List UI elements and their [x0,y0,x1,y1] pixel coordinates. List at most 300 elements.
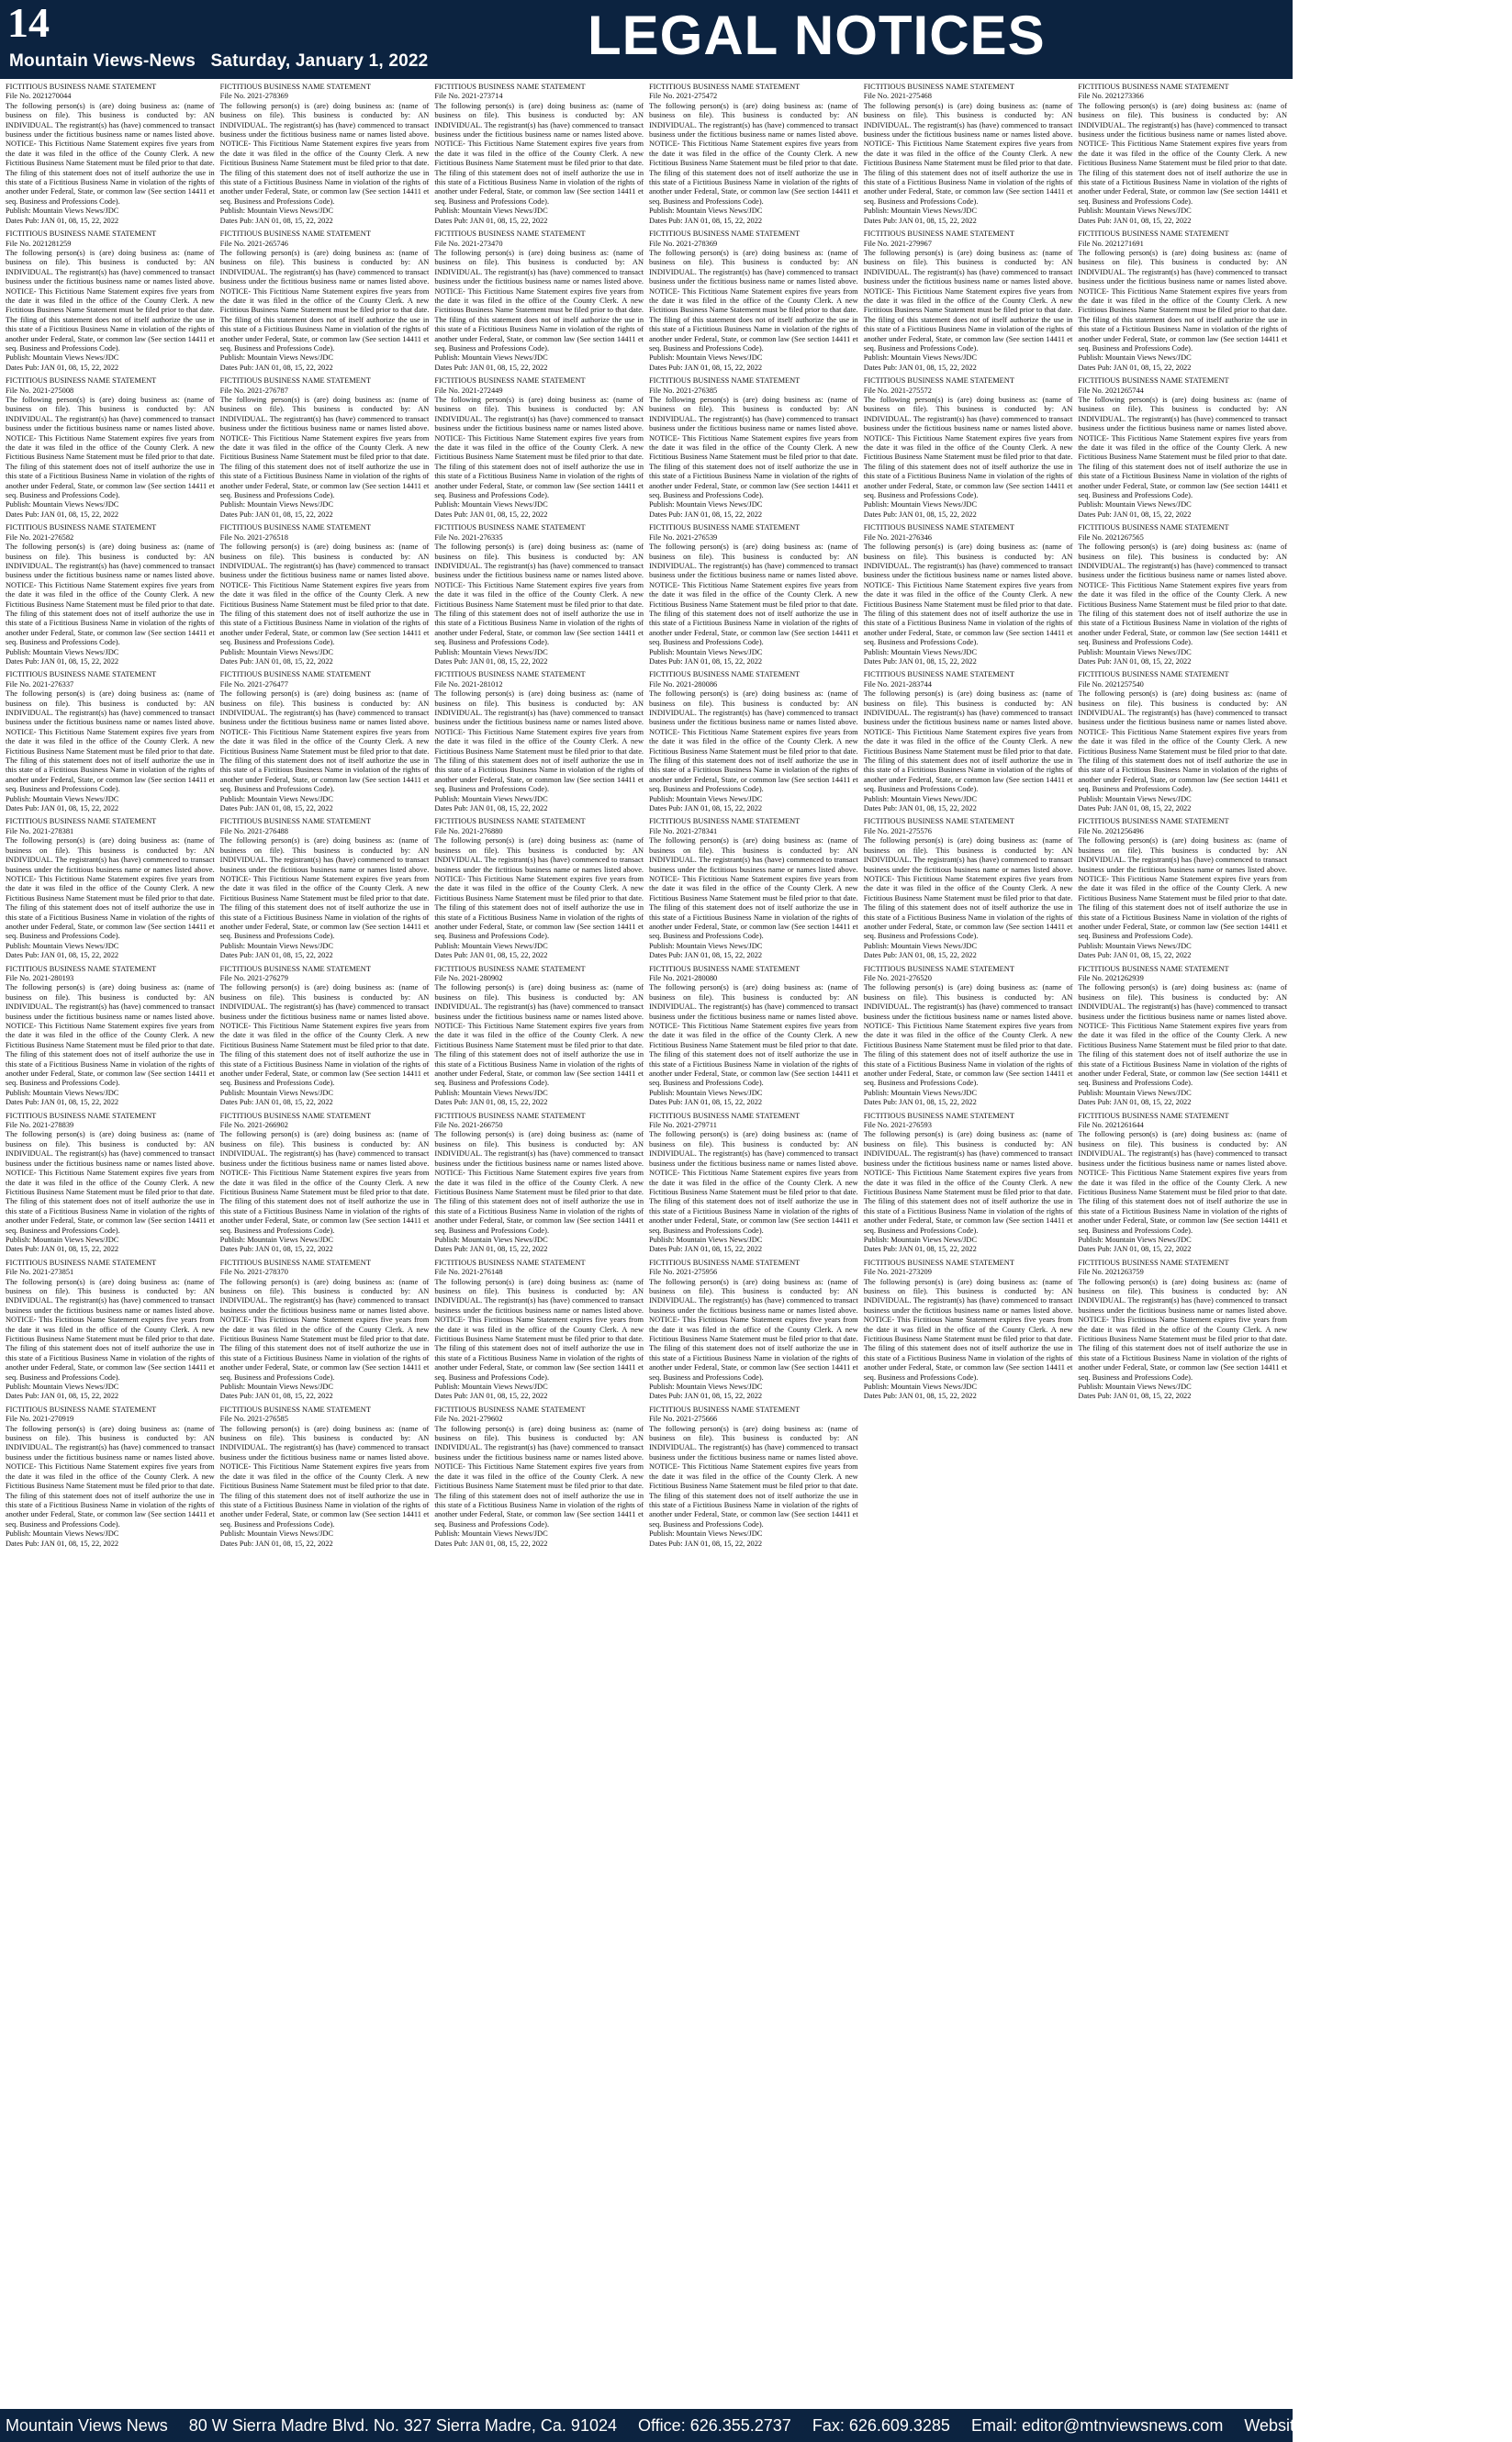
legal-notice [1078,523,1287,667]
notice-title: FICTITIOUS BUSINESS NAME STATEMENT [219,376,371,386]
notice-title: FICTITIOUS BUSINESS NAME STATEMENT [1078,523,1229,532]
notice-body: The following person(s) is (are) doing business as: (name of business on file). This business is conducted by: AN INDIVIDUAL. The registrant(s) has (have) commenced to transact business under the fictitious business name or names listed above. NOTICE- This Fictitious Name Statement expires five years from the date it was filed in the office of the County Clerk. A new Fictitious Business Name Statement must be filed prior to that date. The filing of this statement does not of itself authorize the use in this state of a Fictitious Business Name in violation of the rights of another under Federal, State, or common law (See section 14411 et seq. Business and Professions Code). [1078,1277,1288,1382]
notice-body: The following person(s) is (are) doing business as: (name of business on file). This business is conducted by: AN INDIVIDUAL. The registrant(s) has (have) commenced to transact business under the fictitious business name or names listed above. NOTICE- This Fictitious Name Statement expires five years from the date it was filed in the office of the County Clerk. A new Fictitious Business Name Statement must be filed prior to that date. The filing of this statement does not of itself authorize the use in this state of a Fictitious Business Name in violation of the rights of another under Federal, State, or common law (See section 14411 et seq. Business and Professions Code). [219,248,430,353]
notice-file-number: File No. 2021256496 [1078,826,1144,835]
publication-line [9,51,428,72]
notice-title: FICTITIOUS BUSINESS NAME STATEMENT [649,670,801,679]
notice-body: The following person(s) is (are) doing business as: (name of business on file). This business is conducted by: AN INDIVIDUAL. The registrant(s) has (have) commenced to transact business under the fictitious business name or names listed above. NOTICE- This Fictitious Name Statement expires five years from the date it was filed in the office of the County Clerk. A new Fictitious Business Name Statement must be filed prior to that date. The filing of this statement does not of itself authorize the use in this state of a Fictitious Business Name in violation of the rights of another under Federal, State, or common law (See section 14411 et seq. Business and Professions Code). [434,1277,644,1382]
legal-notice [6,230,215,373]
legal-notice [434,523,644,667]
notice-body: The following person(s) is (are) doing business as: (name of business on file). This business is conducted by: AN INDIVIDUAL. The registrant(s) has (have) commenced to transact business under the fictitious business name or names listed above. NOTICE- This Fictitious Name Statement expires five years from the date it was filed in the office of the County Clerk. A new Fictitious Business Name Statement must be filed prior to that date. The filing of this statement does not of itself authorize the use in this state of a Fictitious Business Name in violation of the rights of another under Federal, State, or common law (See section 14411 et seq. Business and Professions Code). [1078,983,1288,1088]
notice-file-number: File No. 2021-276880 [434,826,503,835]
notice-publish: Publish: Mountain Views News/JDC [219,1088,334,1097]
notice-body: The following person(s) is (are) doing business as: (name of business on file). This business is conducted by: AN INDIVIDUAL. The registrant(s) has (have) commenced to transact business under the fictitious business name or names listed above. NOTICE- This Fictitious Name Statement expires five years from the date it was filed in the office of the County Clerk. A new Fictitious Business Name Statement must be filed prior to that date. The filing of this statement does not of itself authorize the use in this state of a Fictitious Business Name in violation of the rights of another under Federal, State, or common law (See section 14411 et seq. Business and Professions Code). [434,543,644,647]
notice-file-number: File No. 2021-278370 [219,1268,288,1277]
notice-file-number: File No. 2021-280902 [434,973,503,982]
notice-dates: Dates Pub: JAN 01, 08, 15, 22, 2022 [1078,363,1192,372]
notice-dates: Dates Pub: JAN 01, 08, 15, 22, 2022 [434,1098,548,1107]
notice-file-number: File No. 2021-276582 [6,532,74,542]
notice-body: The following person(s) is (are) doing business as: (name of business on file). This business is conducted by: AN INDIVIDUAL. The registrant(s) has (have) commenced to transact business under the fictitious business name or names listed above. NOTICE- This Fictitious Name Statement expires five years from the date it was filed in the office of the County Clerk. A new Fictitious Business Name Statement must be filed prior to that date. The filing of this statement does not of itself authorize the use in this state of a Fictitious Business Name in violation of the rights of another under Federal, State, or common law (See section 14411 et seq. Business and Professions Code). [434,689,644,794]
notice-title: FICTITIOUS BUSINESS NAME STATEMENT [219,230,371,239]
notice-title: FICTITIOUS BUSINESS NAME STATEMENT [6,83,157,91]
legal-notice [6,1112,215,1255]
notice-dates: Dates Pub: JAN 01, 08, 15, 22, 2022 [649,1098,763,1107]
notice-publish: Publish: Mountain Views News/JDC [649,1088,763,1097]
notice-file-number: File No. 2021-272449 [434,386,503,395]
notice-title: FICTITIOUS BUSINESS NAME STATEMENT [649,523,801,532]
notice-publish: Publish: Mountain Views News/JDC [434,1529,548,1539]
notice-body: The following person(s) is (are) doing business as: (name of business on file). This business is conducted by: AN INDIVIDUAL. The registrant(s) has (have) commenced to transact business under the fictitious business name or names listed above. NOTICE- This Fictitious Name Statement expires five years from the date it was filed in the office of the County Clerk. A new Fictitious Business Name Statement must be filed prior to that date. The filing of this statement does not of itself authorize the use in this state of a Fictitious Business Name in violation of the rights of another under Federal, State, or common law (See section 14411 et seq. Business and Professions Code). [1078,543,1288,647]
legal-notice [1078,670,1287,813]
notice-publish: Publish: Mountain Views News/JDC [649,500,763,510]
legal-notice [220,376,430,520]
notice-publish: Publish: Mountain Views News/JDC [649,1529,763,1539]
notice-dates: Dates Pub: JAN 01, 08, 15, 22, 2022 [6,1245,119,1254]
notice-dates: Dates Pub: JAN 01, 08, 15, 22, 2022 [434,363,548,372]
notice-dates: Dates Pub: JAN 01, 08, 15, 22, 2022 [1078,1098,1192,1107]
notice-title: FICTITIOUS BUSINESS NAME STATEMENT [863,964,1014,973]
legal-notice [1078,230,1287,373]
notice-file-number: File No. 2021265744 [1078,386,1144,395]
notice-publish: Publish: Mountain Views News/JDC [1078,1383,1192,1392]
legal-notice [220,965,430,1108]
notice-column-4 [649,83,858,2403]
notice-title: FICTITIOUS BUSINESS NAME STATEMENT [1078,1111,1229,1120]
notice-publish: Publish: Mountain Views News/JDC [6,1529,119,1539]
notice-title: FICTITIOUS BUSINESS NAME STATEMENT [863,1111,1014,1120]
notice-body: The following person(s) is (are) doing business as: (name of business on file). This business is conducted by: AN INDIVIDUAL. The registrant(s) has (have) commenced to transact business under the fictitious business name or names listed above. NOTICE- This Fictitious Name Statement expires five years from the date it was filed in the office of the County Clerk. A new Fictitious Business Name Statement must be filed prior to that date. The filing of this statement does not of itself authorize the use in this state of a Fictitious Business Name in violation of the rights of another under Federal, State, or common law (See section 14411 et seq. Business and Professions Code). [434,101,644,206]
notice-publish: Publish: Mountain Views News/JDC [649,1383,763,1392]
notice-file-number: File No. 2021-273851 [6,1268,74,1277]
legal-notice [220,670,430,813]
notice-file-number: File No. 2021-280193 [6,973,74,982]
notice-title: FICTITIOUS BUSINESS NAME STATEMENT [1078,1258,1229,1267]
notice-title: FICTITIOUS BUSINESS NAME STATEMENT [649,83,801,91]
notice-publish: Publish: Mountain Views News/JDC [863,1383,978,1392]
footer-fax: Fax: 626.609.3285 [812,2416,950,2435]
legal-notice [6,670,215,813]
notice-body: The following person(s) is (are) doing business as: (name of business on file). This business is conducted by: AN INDIVIDUAL. The registrant(s) has (have) commenced to transact business under the fictitious business name or names listed above. NOTICE- This Fictitious Name Statement expires five years from the date it was filed in the office of the County Clerk. A new Fictitious Business Name Statement must be filed prior to that date. The filing of this statement does not of itself authorize the use in this state of a Fictitious Business Name in violation of the rights of another under Federal, State, or common law (See section 14411 et seq. Business and Professions Code). [219,1277,430,1382]
page-number: 14 [7,0,50,46]
notice-publish: Publish: Mountain Views News/JDC [6,1235,119,1244]
notice-publish: Publish: Mountain Views News/JDC [863,353,978,363]
notice-publish: Publish: Mountain Views News/JDC [219,500,334,510]
notice-title: FICTITIOUS BUSINESS NAME STATEMENT [6,817,157,826]
notice-title: FICTITIOUS BUSINESS NAME STATEMENT [219,1405,371,1414]
legal-notice [220,83,430,226]
legal-notice [864,670,1073,813]
notice-dates: Dates Pub: JAN 01, 08, 15, 22, 2022 [434,1539,548,1548]
notice-title: FICTITIOUS BUSINESS NAME STATEMENT [1078,83,1229,91]
notice-body: The following person(s) is (are) doing business as: (name of business on file). This business is conducted by: AN INDIVIDUAL. The registrant(s) has (have) commenced to transact business under the fictitious business name or names listed above. NOTICE- This Fictitious Name Statement expires five years from the date it was filed in the office of the County Clerk. A new Fictitious Business Name Statement must be filed prior to that date. The filing of this statement does not of itself authorize the use in this state of a Fictitious Business Name in violation of the rights of another under Federal, State, or common law (See section 14411 et seq. Business and Professions Code). [6,1424,215,1529]
legal-notice [6,965,215,1108]
legal-notice [649,83,858,226]
notice-dates: Dates Pub: JAN 01, 08, 15, 22, 2022 [219,656,333,666]
notice-publish: Publish: Mountain Views News/JDC [863,500,978,510]
notice-title: FICTITIOUS BUSINESS NAME STATEMENT [863,83,1014,91]
notice-body: The following person(s) is (are) doing business as: (name of business on file). This business is conducted by: AN INDIVIDUAL. The registrant(s) has (have) commenced to transact business under the fictitious business name or names listed above. NOTICE- This Fictitious Name Statement expires five years from the date it was filed in the office of the County Clerk. A new Fictitious Business Name Statement must be filed prior to that date. The filing of this statement does not of itself authorize the use in this state of a Fictitious Business Name in violation of the rights of another under Federal, State, or common law (See section 14411 et seq. Business and Professions Code). [6,543,215,647]
legal-notice [434,230,644,373]
notice-file-number: File No. 2021-276335 [434,532,503,542]
notice-dates: Dates Pub: JAN 01, 08, 15, 22, 2022 [863,510,977,519]
notice-dates: Dates Pub: JAN 01, 08, 15, 22, 2022 [6,1539,119,1548]
notice-body: The following person(s) is (are) doing business as: (name of business on file). This business is conducted by: AN INDIVIDUAL. The registrant(s) has (have) commenced to transact business under the fictitious business name or names listed above. NOTICE- This Fictitious Name Statement expires five years from the date it was filed in the office of the County Clerk. A new Fictitious Business Name Statement must be filed prior to that date. The filing of this statement does not of itself authorize the use in this state of a Fictitious Business Name in violation of the rights of another under Federal, State, or common law (See section 14411 et seq. Business and Professions Code). [434,248,644,353]
notice-file-number: File No. 2021-273470 [434,239,503,248]
notice-dates: Dates Pub: JAN 01, 08, 15, 22, 2022 [219,363,333,372]
notice-file-number: File No. 2021-273209 [863,1268,932,1277]
legal-notice [864,523,1073,667]
notice-title: FICTITIOUS BUSINESS NAME STATEMENT [434,1405,586,1414]
legal-notice [864,376,1073,520]
notice-body: The following person(s) is (are) doing business as: (name of business on file). This business is conducted by: AN INDIVIDUAL. The registrant(s) has (have) commenced to transact business under the fictitious business name or names listed above. NOTICE- This Fictitious Name Statement expires five years from the date it was filed in the office of the County Clerk. A new Fictitious Business Name Statement must be filed prior to that date. The filing of this statement does not of itself authorize the use in this state of a Fictitious Business Name in violation of the rights of another under Federal, State, or common law (See section 14411 et seq. Business and Professions Code). [649,543,858,647]
notice-body: The following person(s) is (are) doing business as: (name of business on file). This business is conducted by: AN INDIVIDUAL. The registrant(s) has (have) commenced to transact business under the fictitious business name or names listed above. NOTICE- This Fictitious Name Statement expires five years from the date it was filed in the office of the County Clerk. A new Fictitious Business Name Statement must be filed prior to that date. The filing of this statement does not of itself authorize the use in this state of a Fictitious Business Name in violation of the rights of another under Federal, State, or common law (See section 14411 et seq. Business and Professions Code). [6,836,215,941]
legal-notice [1078,376,1287,520]
notice-dates: Dates Pub: JAN 01, 08, 15, 22, 2022 [219,1392,333,1401]
legal-notice [220,1259,430,1402]
notice-dates: Dates Pub: JAN 01, 08, 15, 22, 2022 [219,804,333,813]
notice-file-number: File No. 2021267565 [1078,532,1144,542]
notice-body: The following person(s) is (are) doing business as: (name of business on file). This business is conducted by: AN INDIVIDUAL. The registrant(s) has (have) commenced to transact business under the fictitious business name or names listed above. NOTICE- This Fictitious Name Statement expires five years from the date it was filed in the office of the County Clerk. A new Fictitious Business Name Statement must be filed prior to that date. The filing of this statement does not of itself authorize the use in this state of a Fictitious Business Name in violation of the rights of another under Federal, State, or common law (See section 14411 et seq. Business and Professions Code). [6,101,215,206]
notice-title: FICTITIOUS BUSINESS NAME STATEMENT [6,1258,157,1267]
notice-title: FICTITIOUS BUSINESS NAME STATEMENT [434,1111,586,1120]
notice-body: The following person(s) is (are) doing business as: (name of business on file). This business is conducted by: AN INDIVIDUAL. The registrant(s) has (have) commenced to transact business under the fictitious business name or names listed above. NOTICE- This Fictitious Name Statement expires five years from the date it was filed in the office of the County Clerk. A new Fictitious Business Name Statement must be filed prior to that date. The filing of this statement does not of itself authorize the use in this state of a Fictitious Business Name in violation of the rights of another under Federal, State, or common law (See section 14411 et seq. Business and Professions Code). [863,983,1073,1088]
notice-publish: Publish: Mountain Views News/JDC [1078,941,1192,950]
notice-body: The following person(s) is (are) doing business as: (name of business on file). This business is conducted by: AN INDIVIDUAL. The registrant(s) has (have) commenced to transact business under the fictitious business name or names listed above. NOTICE- This Fictitious Name Statement expires five years from the date it was filed in the office of the County Clerk. A new Fictitious Business Name Statement must be filed prior to that date. The filing of this statement does not of itself authorize the use in this state of a Fictitious Business Name in violation of the rights of another under Federal, State, or common law (See section 14411 et seq. Business and Professions Code). [649,101,858,206]
notice-file-number: File No. 2021-276279 [219,973,288,982]
notice-publish: Publish: Mountain Views News/JDC [219,794,334,803]
notice-file-number: File No. 2021-278369 [649,239,718,248]
notice-title: FICTITIOUS BUSINESS NAME STATEMENT [219,1111,371,1120]
notice-file-number: File No. 2021-283744 [863,679,932,689]
notice-file-number: File No. 2021-275468 [863,92,932,101]
notice-body: The following person(s) is (are) doing business as: (name of business on file). This business is conducted by: AN INDIVIDUAL. The registrant(s) has (have) commenced to transact business under the fictitious business name or names listed above. NOTICE- This Fictitious Name Statement expires five years from the date it was filed in the office of the County Clerk. A new Fictitious Business Name Statement must be filed prior to that date. The filing of this statement does not of itself authorize the use in this state of a Fictitious Business Name in violation of the rights of another under Federal, State, or common law (See section 14411 et seq. Business and Professions Code). [434,1130,644,1235]
notice-file-number: File No. 2021-276593 [863,1121,932,1130]
notice-file-number: File No. 2021270044 [6,92,72,101]
legal-notice [434,670,644,813]
notice-file-number: File No. 2021-275008 [6,386,74,395]
notice-title: FICTITIOUS BUSINESS NAME STATEMENT [434,670,586,679]
notice-publish: Publish: Mountain Views News/JDC [6,353,119,363]
notice-body: The following person(s) is (are) doing business as: (name of business on file). This business is conducted by: AN INDIVIDUAL. The registrant(s) has (have) commenced to transact business under the fictitious business name or names listed above. NOTICE- This Fictitious Name Statement expires five years from the date it was filed in the office of the County Clerk. A new Fictitious Business Name Statement must be filed prior to that date. The filing of this statement does not of itself authorize the use in this state of a Fictitious Business Name in violation of the rights of another under Federal, State, or common law (See section 14411 et seq. Business and Professions Code). [649,1130,858,1235]
notice-publish: Publish: Mountain Views News/JDC [1078,207,1192,216]
notice-title: FICTITIOUS BUSINESS NAME STATEMENT [434,817,586,826]
legal-notice [220,230,430,373]
legal-notice [6,1259,215,1402]
notice-title: FICTITIOUS BUSINESS NAME STATEMENT [863,1258,1014,1267]
notice-publish: Publish: Mountain Views News/JDC [219,1529,334,1539]
legal-notice [6,376,215,520]
footer-paper: Mountain Views News [6,2416,168,2435]
notice-dates: Dates Pub: JAN 01, 08, 15, 22, 2022 [219,1245,333,1254]
notice-publish: Publish: Mountain Views News/JDC [219,207,334,216]
notice-title: FICTITIOUS BUSINESS NAME STATEMENT [219,964,371,973]
notice-body: The following person(s) is (are) doing business as: (name of business on file). This business is conducted by: AN INDIVIDUAL. The registrant(s) has (have) commenced to transact business under the fictitious business name or names listed above. NOTICE- This Fictitious Name Statement expires five years from the date it was filed in the office of the County Clerk. A new Fictitious Business Name Statement must be filed prior to that date. The filing of this statement does not of itself authorize the use in this state of a Fictitious Business Name in violation of the rights of another under Federal, State, or common law (See section 14411 et seq. Business and Professions Code). [863,396,1073,500]
notice-body: The following person(s) is (are) doing business as: (name of business on file). This business is conducted by: AN INDIVIDUAL. The registrant(s) has (have) commenced to transact business under the fictitious business name or names listed above. NOTICE- This Fictitious Name Statement expires five years from the date it was filed in the office of the County Clerk. A new Fictitious Business Name Statement must be filed prior to that date. The filing of this statement does not of itself authorize the use in this state of a Fictitious Business Name in violation of the rights of another under Federal, State, or common law (See section 14411 et seq. Business and Professions Code). [219,836,430,941]
legal-notice [864,965,1073,1108]
notice-body: The following person(s) is (are) doing business as: (name of business on file). This business is conducted by: AN INDIVIDUAL. The registrant(s) has (have) commenced to transact business under the fictitious business name or names listed above. NOTICE- This Fictitious Name Statement expires five years from the date it was filed in the office of the County Clerk. A new Fictitious Business Name Statement must be filed prior to that date. The filing of this statement does not of itself authorize the use in this state of a Fictitious Business Name in violation of the rights of another under Federal, State, or common law (See section 14411 et seq. Business and Professions Code). [649,689,858,794]
notice-dates: Dates Pub: JAN 01, 08, 15, 22, 2022 [863,363,977,372]
legal-notice [220,817,430,960]
notice-dates: Dates Pub: JAN 01, 08, 15, 22, 2022 [863,951,977,960]
notice-body: The following person(s) is (are) doing business as: (name of business on file). This business is conducted by: AN INDIVIDUAL. The registrant(s) has (have) commenced to transact business under the fictitious business name or names listed above. NOTICE- This Fictitious Name Statement expires five years from the date it was filed in the office of the County Clerk. A new Fictitious Business Name Statement must be filed prior to that date. The filing of this statement does not of itself authorize the use in this state of a Fictitious Business Name in violation of the rights of another under Federal, State, or common law (See section 14411 et seq. Business and Professions Code). [863,836,1073,941]
notice-publish: Publish: Mountain Views News/JDC [649,207,763,216]
notice-dates: Dates Pub: JAN 01, 08, 15, 22, 2022 [1078,656,1192,666]
notice-title: FICTITIOUS BUSINESS NAME STATEMENT [219,670,371,679]
notice-dates: Dates Pub: JAN 01, 08, 15, 22, 2022 [1078,951,1192,960]
notice-dates: Dates Pub: JAN 01, 08, 15, 22, 2022 [6,1098,119,1107]
notice-body: The following person(s) is (are) doing business as: (name of business on file). This business is conducted by: AN INDIVIDUAL. The registrant(s) has (have) commenced to transact business under the fictitious business name or names listed above. NOTICE- This Fictitious Name Statement expires five years from the date it was filed in the office of the County Clerk. A new Fictitious Business Name Statement must be filed prior to that date. The filing of this statement does not of itself authorize the use in this state of a Fictitious Business Name in violation of the rights of another under Federal, State, or common law (See section 14411 et seq. Business and Professions Code). [649,1277,858,1382]
legal-notice [1078,1259,1287,1402]
notice-title: FICTITIOUS BUSINESS NAME STATEMENT [434,1258,586,1267]
notice-publish: Publish: Mountain Views News/JDC [1078,500,1192,510]
notice-file-number: File No. 2021-273714 [434,92,503,101]
notice-dates: Dates Pub: JAN 01, 08, 15, 22, 2022 [434,656,548,666]
notice-publish: Publish: Mountain Views News/JDC [863,1235,978,1244]
notice-dates: Dates Pub: JAN 01, 08, 15, 22, 2022 [863,804,977,813]
notice-column-6 [1078,83,1287,2403]
notice-dates: Dates Pub: JAN 01, 08, 15, 22, 2022 [649,363,763,372]
notice-dates: Dates Pub: JAN 01, 08, 15, 22, 2022 [863,1392,977,1401]
legal-notice [864,230,1073,373]
notice-title: FICTITIOUS BUSINESS NAME STATEMENT [649,964,801,973]
notice-title: FICTITIOUS BUSINESS NAME STATEMENT [863,817,1014,826]
notice-publish: Publish: Mountain Views News/JDC [1078,794,1192,803]
footer-website: Website: www.mtnviewsnews.com [1244,2416,1496,2435]
notice-body: The following person(s) is (are) doing business as: (name of business on file). This business is conducted by: AN INDIVIDUAL. The registrant(s) has (have) commenced to transact business under the fictitious business name or names listed above. NOTICE- This Fictitious Name Statement expires five years from the date it was filed in the office of the County Clerk. A new Fictitious Business Name Statement must be filed prior to that date. The filing of this statement does not of itself authorize the use in this state of a Fictitious Business Name in violation of the rights of another under Federal, State, or common law (See section 14411 et seq. Business and Professions Code). [434,396,644,500]
notice-dates: Dates Pub: JAN 01, 08, 15, 22, 2022 [863,656,977,666]
notice-title: FICTITIOUS BUSINESS NAME STATEMENT [6,1111,157,1120]
notice-file-number: File No. 2021-280080 [649,973,718,982]
notice-column-2 [220,83,430,2403]
notice-title: FICTITIOUS BUSINESS NAME STATEMENT [6,376,157,386]
legal-notice [864,83,1073,226]
notice-body: The following person(s) is (are) doing business as: (name of business on file). This business is conducted by: AN INDIVIDUAL. The registrant(s) has (have) commenced to transact business under the fictitious business name or names listed above. NOTICE- This Fictitious Name Statement expires five years from the date it was filed in the office of the County Clerk. A new Fictitious Business Name Statement must be filed prior to that date. The filing of this statement does not of itself authorize the use in this state of a Fictitious Business Name in violation of the rights of another under Federal, State, or common law (See section 14411 et seq. Business and Professions Code). [863,248,1073,353]
notice-dates: Dates Pub: JAN 01, 08, 15, 22, 2022 [434,951,548,960]
notice-file-number: File No. 2021-278341 [649,826,718,835]
notice-title: FICTITIOUS BUSINESS NAME STATEMENT [6,523,157,532]
legal-notice [6,83,215,226]
notice-title: FICTITIOUS BUSINESS NAME STATEMENT [1078,670,1229,679]
notice-title: FICTITIOUS BUSINESS NAME STATEMENT [1078,964,1229,973]
notice-title: FICTITIOUS BUSINESS NAME STATEMENT [219,1258,371,1267]
notice-publish: Publish: Mountain Views News/JDC [863,647,978,656]
notice-columns [6,83,1287,2403]
legal-notice [649,1112,858,1255]
notice-publish: Publish: Mountain Views News/JDC [863,794,978,803]
notice-body: The following person(s) is (are) doing business as: (name of business on file). This business is conducted by: AN INDIVIDUAL. The registrant(s) has (have) commenced to transact business under the fictitious business name or names listed above. NOTICE- This Fictitious Name Statement expires five years from the date it was filed in the office of the County Clerk. A new Fictitious Business Name Statement must be filed prior to that date. The filing of this statement does not of itself authorize the use in this state of a Fictitious Business Name in violation of the rights of another under Federal, State, or common law (See section 14411 et seq. Business and Professions Code). [219,543,430,647]
notice-file-number: File No. 2021-266902 [219,1121,288,1130]
notice-body: The following person(s) is (are) doing business as: (name of business on file). This business is conducted by: AN INDIVIDUAL. The registrant(s) has (have) commenced to transact business under the fictitious business name or names listed above. NOTICE- This Fictitious Name Statement expires five years from the date it was filed in the office of the County Clerk. A new Fictitious Business Name Statement must be filed prior to that date. The filing of this statement does not of itself authorize the use in this state of a Fictitious Business Name in violation of the rights of another under Federal, State, or common law (See section 14411 et seq. Business and Professions Code). [1078,248,1288,353]
notice-body: The following person(s) is (are) doing business as: (name of business on file). This business is conducted by: AN INDIVIDUAL. The registrant(s) has (have) commenced to transact business under the fictitious business name or names listed above. NOTICE- This Fictitious Name Statement expires five years from the date it was filed in the office of the County Clerk. A new Fictitious Business Name Statement must be filed prior to that date. The filing of this statement does not of itself authorize the use in this state of a Fictitious Business Name in violation of the rights of another under Federal, State, or common law (See section 14411 et seq. Business and Professions Code). [219,983,430,1088]
notice-file-number: File No. 2021262939 [1078,973,1144,982]
legal-notice [434,83,644,226]
notice-publish: Publish: Mountain Views News/JDC [219,1383,334,1392]
notice-body: The following person(s) is (are) doing business as: (name of business on file). This business is conducted by: AN INDIVIDUAL. The registrant(s) has (have) commenced to transact business under the fictitious business name or names listed above. NOTICE- This Fictitious Name Statement expires five years from the date it was filed in the office of the County Clerk. A new Fictitious Business Name Statement must be filed prior to that date. The filing of this statement does not of itself authorize the use in this state of a Fictitious Business Name in violation of the rights of another under Federal, State, or common law (See section 14411 et seq. Business and Professions Code). [6,1277,215,1382]
legal-notice [649,230,858,373]
notice-publish: Publish: Mountain Views News/JDC [1078,1235,1192,1244]
notice-dates: Dates Pub: JAN 01, 08, 15, 22, 2022 [219,1539,333,1548]
notice-title: FICTITIOUS BUSINESS NAME STATEMENT [1078,376,1229,386]
notice-body: The following person(s) is (are) doing business as: (name of business on file). This business is conducted by: AN INDIVIDUAL. The registrant(s) has (have) commenced to transact business under the fictitious business name or names listed above. NOTICE- This Fictitious Name Statement expires five years from the date it was filed in the office of the County Clerk. A new Fictitious Business Name Statement must be filed prior to that date. The filing of this statement does not of itself authorize the use in this state of a Fictitious Business Name in violation of the rights of another under Federal, State, or common law (See section 14411 et seq. Business and Professions Code). [434,1424,644,1529]
notice-file-number: File No. 2021-278839 [6,1121,74,1130]
notice-column-1 [6,83,215,2403]
notice-dates: Dates Pub: JAN 01, 08, 15, 22, 2022 [6,216,119,225]
legal-notice [1078,965,1287,1108]
notice-body: The following person(s) is (are) doing business as: (name of business on file). This business is conducted by: AN INDIVIDUAL. The registrant(s) has (have) commenced to transact business under the fictitious business name or names listed above. NOTICE- This Fictitious Name Statement expires five years from the date it was filed in the office of the County Clerk. A new Fictitious Business Name Statement must be filed prior to that date. The filing of this statement does not of itself authorize the use in this state of a Fictitious Business Name in violation of the rights of another under Federal, State, or common law (See section 14411 et seq. Business and Professions Code). [649,983,858,1088]
notice-title: FICTITIOUS BUSINESS NAME STATEMENT [649,1111,801,1120]
notice-file-number: File No. 2021-276385 [649,386,718,395]
notice-dates: Dates Pub: JAN 01, 08, 15, 22, 2022 [649,951,763,960]
notice-publish: Publish: Mountain Views News/JDC [649,794,763,803]
legal-notice [649,376,858,520]
notice-body: The following person(s) is (are) doing business as: (name of business on file). This business is conducted by: AN INDIVIDUAL. The registrant(s) has (have) commenced to transact business under the fictitious business name or names listed above. NOTICE- This Fictitious Name Statement expires five years from the date it was filed in the office of the County Clerk. A new Fictitious Business Name Statement must be filed prior to that date. The filing of this statement does not of itself authorize the use in this state of a Fictitious Business Name in violation of the rights of another under Federal, State, or common law (See section 14411 et seq. Business and Professions Code). [6,396,215,500]
notice-file-number: File No. 2021-278369 [219,92,288,101]
notice-title: FICTITIOUS BUSINESS NAME STATEMENT [863,376,1014,386]
notice-body: The following person(s) is (are) doing business as: (name of business on file). This business is conducted by: AN INDIVIDUAL. The registrant(s) has (have) commenced to transact business under the fictitious business name or names listed above. NOTICE- This Fictitious Name Statement expires five years from the date it was filed in the office of the County Clerk. A new Fictitious Business Name Statement must be filed prior to that date. The filing of this statement does not of itself authorize the use in this state of a Fictitious Business Name in violation of the rights of another under Federal, State, or common law (See section 14411 et seq. Business and Professions Code). [863,1277,1073,1382]
notice-publish: Publish: Mountain Views News/JDC [434,207,548,216]
legal-notice [864,1112,1073,1255]
notice-publish: Publish: Mountain Views News/JDC [649,941,763,950]
notice-publish: Publish: Mountain Views News/JDC [434,1383,548,1392]
notice-file-number: File No. 2021-279967 [863,239,932,248]
section-title: LEGAL NOTICES [588,5,1046,66]
notice-publish: Publish: Mountain Views News/JDC [219,353,334,363]
notice-publish: Publish: Mountain Views News/JDC [863,1088,978,1097]
notice-file-number: File No. 2021-276488 [219,826,288,835]
page-footer [0,2409,1496,2442]
footer-email: Email: editor@mtnviewsnews.com [970,2416,1224,2435]
notice-body: The following person(s) is (are) doing business as: (name of business on file). This business is conducted by: AN INDIVIDUAL. The registrant(s) has (have) commenced to transact business under the fictitious business name or names listed above. NOTICE- This Fictitious Name Statement expires five years from the date it was filed in the office of the County Clerk. A new Fictitious Business Name Statement must be filed prior to that date. The filing of this statement does not of itself authorize the use in this state of a Fictitious Business Name in violation of the rights of another under Federal, State, or common law (See section 14411 et seq. Business and Professions Code). [649,248,858,353]
notice-title: FICTITIOUS BUSINESS NAME STATEMENT [649,817,801,826]
notice-dates: Dates Pub: JAN 01, 08, 15, 22, 2022 [1078,804,1192,813]
notice-title: FICTITIOUS BUSINESS NAME STATEMENT [219,83,371,91]
legal-notice [434,965,644,1108]
notice-publish: Publish: Mountain Views News/JDC [434,1235,548,1244]
notice-title: FICTITIOUS BUSINESS NAME STATEMENT [1078,817,1229,826]
notice-publish: Publish: Mountain Views News/JDC [219,647,334,656]
notice-file-number: File No. 2021-276585 [219,1415,288,1424]
notice-file-number: File No. 2021-278381 [6,826,74,835]
notice-title: FICTITIOUS BUSINESS NAME STATEMENT [219,817,371,826]
notice-file-number: File No. 2021-276477 [219,679,288,689]
notice-dates: Dates Pub: JAN 01, 08, 15, 22, 2022 [1078,1392,1192,1401]
notice-file-number: File No. 2021-276520 [863,973,932,982]
notice-file-number: File No. 2021-265746 [219,239,288,248]
notice-body: The following person(s) is (are) doing business as: (name of business on file). This business is conducted by: AN INDIVIDUAL. The registrant(s) has (have) commenced to transact business under the fictitious business name or names listed above. NOTICE- This Fictitious Name Statement expires five years from the date it was filed in the office of the County Clerk. A new Fictitious Business Name Statement must be filed prior to that date. The filing of this statement does not of itself authorize the use in this state of a Fictitious Business Name in violation of the rights of another under Federal, State, or common law (See section 14411 et seq. Business and Professions Code). [219,101,430,206]
notice-dates: Dates Pub: JAN 01, 08, 15, 22, 2022 [1078,1245,1192,1254]
notice-body: The following person(s) is (are) doing business as: (name of business on file). This business is conducted by: AN INDIVIDUAL. The registrant(s) has (have) commenced to transact business under the fictitious business name or names listed above. NOTICE- This Fictitious Name Statement expires five years from the date it was filed in the office of the County Clerk. A new Fictitious Business Name Statement must be filed prior to that date. The filing of this statement does not of itself authorize the use in this state of a Fictitious Business Name in violation of the rights of another under Federal, State, or common law (See section 14411 et seq. Business and Professions Code). [434,983,644,1088]
publication-date: Saturday, January 1, 2022 [210,51,429,71]
notice-publish: Publish: Mountain Views News/JDC [219,1235,334,1244]
notice-file-number: File No. 2021281259 [6,239,72,248]
notice-file-number: File No. 2021-280086 [649,679,718,689]
notice-publish: Publish: Mountain Views News/JDC [863,941,978,950]
notice-file-number: File No. 2021261644 [1078,1121,1144,1130]
notice-dates: Dates Pub: JAN 01, 08, 15, 22, 2022 [434,1392,548,1401]
notice-dates: Dates Pub: JAN 01, 08, 15, 22, 2022 [863,216,977,225]
notice-dates: Dates Pub: JAN 01, 08, 15, 22, 2022 [649,1539,763,1548]
legal-notice [6,1406,215,1549]
notice-publish: Publish: Mountain Views News/JDC [6,1088,119,1097]
notice-dates: Dates Pub: JAN 01, 08, 15, 22, 2022 [1078,510,1192,519]
notice-publish: Publish: Mountain Views News/JDC [6,500,119,510]
notice-file-number: File No. 2021271691 [1078,239,1144,248]
notice-dates: Dates Pub: JAN 01, 08, 15, 22, 2022 [434,1245,548,1254]
notice-body: The following person(s) is (are) doing business as: (name of business on file). This business is conducted by: AN INDIVIDUAL. The registrant(s) has (have) commenced to transact business under the fictitious business name or names listed above. NOTICE- This Fictitious Name Statement expires five years from the date it was filed in the office of the County Clerk. A new Fictitious Business Name Statement must be filed prior to that date. The filing of this statement does not of itself authorize the use in this state of a Fictitious Business Name in violation of the rights of another under Federal, State, or common law (See section 14411 et seq. Business and Professions Code). [434,836,644,941]
notice-file-number: File No. 2021-275956 [649,1268,718,1277]
notice-title: FICTITIOUS BUSINESS NAME STATEMENT [219,523,371,532]
notice-title: FICTITIOUS BUSINESS NAME STATEMENT [434,964,586,973]
notice-title: FICTITIOUS BUSINESS NAME STATEMENT [434,523,586,532]
notice-title: FICTITIOUS BUSINESS NAME STATEMENT [649,1258,801,1267]
notice-dates: Dates Pub: JAN 01, 08, 15, 22, 2022 [863,1245,977,1254]
legal-notice [434,376,644,520]
notice-body: The following person(s) is (are) doing business as: (name of business on file). This business is conducted by: AN INDIVIDUAL. The registrant(s) has (have) commenced to transact business under the fictitious business name or names listed above. NOTICE- This Fictitious Name Statement expires five years from the date it was filed in the office of the County Clerk. A new Fictitious Business Name Statement must be filed prior to that date. The filing of this statement does not of itself authorize the use in this state of a Fictitious Business Name in violation of the rights of another under Federal, State, or common law (See section 14411 et seq. Business and Professions Code). [863,1130,1073,1235]
notice-column-5 [864,83,1073,2403]
notice-title: FICTITIOUS BUSINESS NAME STATEMENT [434,376,586,386]
notice-file-number: File No. 2021-281012 [434,679,503,689]
footer-address: 80 W Sierra Madre Blvd. No. 327 Sierra Madre, Ca. 91024 [188,2416,617,2435]
notice-publish: Publish: Mountain Views News/JDC [1078,647,1192,656]
notice-publish: Publish: Mountain Views News/JDC [649,353,763,363]
notice-publish: Publish: Mountain Views News/JDC [434,647,548,656]
notice-dates: Dates Pub: JAN 01, 08, 15, 22, 2022 [1078,216,1192,225]
notice-dates: Dates Pub: JAN 01, 08, 15, 22, 2022 [649,804,763,813]
notice-dates: Dates Pub: JAN 01, 08, 15, 22, 2022 [219,1098,333,1107]
notice-publish: Publish: Mountain Views News/JDC [6,647,119,656]
notice-dates: Dates Pub: JAN 01, 08, 15, 22, 2022 [6,656,119,666]
notice-dates: Dates Pub: JAN 01, 08, 15, 22, 2022 [219,216,333,225]
notice-body: The following person(s) is (are) doing business as: (name of business on file). This business is conducted by: AN INDIVIDUAL. The registrant(s) has (have) commenced to transact business under the fictitious business name or names listed above. NOTICE- This Fictitious Name Statement expires five years from the date it was filed in the office of the County Clerk. A new Fictitious Business Name Statement must be filed prior to that date. The filing of this statement does not of itself authorize the use in this state of a Fictitious Business Name in violation of the rights of another under Federal, State, or common law (See section 14411 et seq. Business and Professions Code). [649,1424,858,1529]
legal-notice [1078,817,1287,960]
notice-body: The following person(s) is (are) doing business as: (name of business on file). This business is conducted by: AN INDIVIDUAL. The registrant(s) has (have) commenced to transact business under the fictitious business name or names listed above. NOTICE- This Fictitious Name Statement expires five years from the date it was filed in the office of the County Clerk. A new Fictitious Business Name Statement must be filed prior to that date. The filing of this statement does not of itself authorize the use in this state of a Fictitious Business Name in violation of the rights of another under Federal, State, or common law (See section 14411 et seq. Business and Professions Code). [6,689,215,794]
notice-dates: Dates Pub: JAN 01, 08, 15, 22, 2022 [219,510,333,519]
notice-file-number: File No. 2021257540 [1078,679,1144,689]
notice-title: FICTITIOUS BUSINESS NAME STATEMENT [863,230,1014,239]
notice-publish: Publish: Mountain Views News/JDC [434,1088,548,1097]
notice-file-number: File No. 2021-276518 [219,532,288,542]
legal-notice [1078,1112,1287,1255]
notice-dates: Dates Pub: JAN 01, 08, 15, 22, 2022 [434,216,548,225]
notice-file-number: File No. 2021-279602 [434,1415,503,1424]
legal-notice [649,965,858,1108]
notice-column-3 [434,83,644,2403]
notice-file-number: File No. 2021-276148 [434,1268,503,1277]
notice-publish: Publish: Mountain Views News/JDC [219,941,334,950]
notice-body: The following person(s) is (are) doing business as: (name of business on file). This business is conducted by: AN INDIVIDUAL. The registrant(s) has (have) commenced to transact business under the fictitious business name or names listed above. NOTICE- This Fictitious Name Statement expires five years from the date it was filed in the office of the County Clerk. A new Fictitious Business Name Statement must be filed prior to that date. The filing of this statement does not of itself authorize the use in this state of a Fictitious Business Name in violation of the rights of another under Federal, State, or common law (See section 14411 et seq. Business and Professions Code). [6,248,215,353]
notice-file-number: File No. 2021-276539 [649,532,718,542]
notice-body: The following person(s) is (are) doing business as: (name of business on file). This business is conducted by: AN INDIVIDUAL. The registrant(s) has (have) commenced to transact business under the fictitious business name or names listed above. NOTICE- This Fictitious Name Statement expires five years from the date it was filed in the office of the County Clerk. A new Fictitious Business Name Statement must be filed prior to that date. The filing of this statement does not of itself authorize the use in this state of a Fictitious Business Name in violation of the rights of another under Federal, State, or common law (See section 14411 et seq. Business and Professions Code). [649,836,858,941]
notice-body: The following person(s) is (are) doing business as: (name of business on file). This business is conducted by: AN INDIVIDUAL. The registrant(s) has (have) commenced to transact business under the fictitious business name or names listed above. NOTICE- This Fictitious Name Statement expires five years from the date it was filed in the office of the County Clerk. A new Fictitious Business Name Statement must be filed prior to that date. The filing of this statement does not of itself authorize the use in this state of a Fictitious Business Name in violation of the rights of another under Federal, State, or common law (See section 14411 et seq. Business and Professions Code). [863,543,1073,647]
notice-body: The following person(s) is (are) doing business as: (name of business on file). This business is conducted by: AN INDIVIDUAL. The registrant(s) has (have) commenced to transact business under the fictitious business name or names listed above. NOTICE- This Fictitious Name Statement expires five years from the date it was filed in the office of the County Clerk. A new Fictitious Business Name Statement must be filed prior to that date. The filing of this statement does not of itself authorize the use in this state of a Fictitious Business Name in violation of the rights of another under Federal, State, or common law (See section 14411 et seq. Business and Professions Code). [1078,689,1288,794]
notice-dates: Dates Pub: JAN 01, 08, 15, 22, 2022 [6,363,119,372]
notice-dates: Dates Pub: JAN 01, 08, 15, 22, 2022 [219,951,333,960]
notice-title: FICTITIOUS BUSINESS NAME STATEMENT [649,1405,801,1414]
notice-body: The following person(s) is (are) doing business as: (name of business on file). This business is conducted by: AN INDIVIDUAL. The registrant(s) has (have) commenced to transact business under the fictitious business name or names listed above. NOTICE- This Fictitious Name Statement expires five years from the date it was filed in the office of the County Clerk. A new Fictitious Business Name Statement must be filed prior to that date. The filing of this statement does not of itself authorize the use in this state of a Fictitious Business Name in violation of the rights of another under Federal, State, or common law (See section 14411 et seq. Business and Professions Code). [219,1424,430,1529]
publication-name: Mountain Views-News [9,51,196,71]
legal-notice [434,817,644,960]
legal-notice [6,523,215,667]
notice-body: The following person(s) is (are) doing business as: (name of business on file). This business is conducted by: AN INDIVIDUAL. The registrant(s) has (have) commenced to transact business under the fictitious business name or names listed above. NOTICE- This Fictitious Name Statement expires five years from the date it was filed in the office of the County Clerk. A new Fictitious Business Name Statement must be filed prior to that date. The filing of this statement does not of itself authorize the use in this state of a Fictitious Business Name in violation of the rights of another under Federal, State, or common law (See section 14411 et seq. Business and Professions Code). [1078,836,1288,941]
notice-body: The following person(s) is (are) doing business as: (name of business on file). This business is conducted by: AN INDIVIDUAL. The registrant(s) has (have) commenced to transact business under the fictitious business name or names listed above. NOTICE- This Fictitious Name Statement expires five years from the date it was filed in the office of the County Clerk. A new Fictitious Business Name Statement must be filed prior to that date. The filing of this statement does not of itself authorize the use in this state of a Fictitious Business Name in violation of the rights of another under Federal, State, or common law (See section 14411 et seq. Business and Professions Code). [1078,396,1288,500]
notice-title: FICTITIOUS BUSINESS NAME STATEMENT [6,1405,157,1414]
notice-body: The following person(s) is (are) doing business as: (name of business on file). This business is conducted by: AN INDIVIDUAL. The registrant(s) has (have) commenced to transact business under the fictitious business name or names listed above. NOTICE- This Fictitious Name Statement expires five years from the date it was filed in the office of the County Clerk. A new Fictitious Business Name Statement must be filed prior to that date. The filing of this statement does not of itself authorize the use in this state of a Fictitious Business Name in violation of the rights of another under Federal, State, or common law (See section 14411 et seq. Business and Professions Code). [219,689,430,794]
footer-office: Office: 626.355.2737 [638,2416,791,2435]
legal-notice [649,1259,858,1402]
notice-file-number: File No. 2021273366 [1078,92,1144,101]
notice-file-number: File No. 2021-270919 [6,1415,74,1424]
notice-dates: Dates Pub: JAN 01, 08, 15, 22, 2022 [6,510,119,519]
